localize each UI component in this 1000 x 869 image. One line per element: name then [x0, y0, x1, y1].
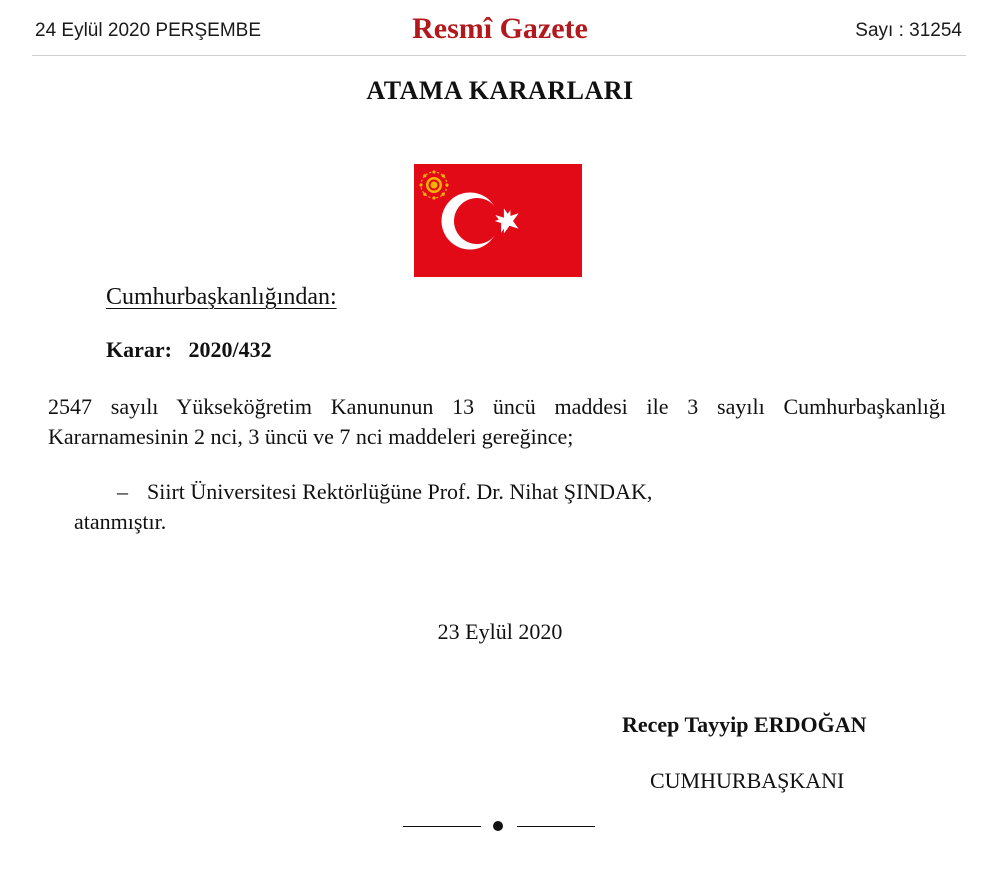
body-paragraph-line-2: Kararnamesinin 2 nci, 3 üncü ve 7 nci maddeleri gereğince;	[48, 424, 574, 449]
decision-value: 2020/432	[188, 337, 272, 362]
document-title: ATAMA KARARLARI	[366, 76, 634, 105]
issue-number: Sayı : 31254	[855, 20, 962, 41]
appointment-item	[117, 479, 652, 505]
gazette-title: Resmî Gazete	[412, 12, 588, 45]
divider-dot	[493, 821, 503, 831]
body-paragraph-line-1: 2547 sayılı Yükseköğretim Kanununun 13 üncü maddesi ile 3 sayılı Cumhurbaşkanlığı	[48, 394, 946, 419]
signer-name: Recep Tayyip ERDOĞAN	[622, 712, 867, 737]
divider-line-right	[517, 826, 595, 827]
appointment-closing: atanmıştır.	[74, 509, 167, 534]
signer-title: CUMHURBAŞKANI	[650, 768, 845, 793]
end-divider-icon	[403, 816, 595, 836]
turkish-flag-icon	[414, 164, 582, 277]
issuer-heading: Cumhurbaşkanlığından:	[106, 284, 337, 310]
header-date: 24 Eylül 2020 PERŞEMBE	[35, 20, 262, 41]
decision-label: Karar:	[106, 337, 172, 362]
divider-line-left	[403, 826, 481, 827]
decision-date: 23 Eylül 2020	[437, 619, 563, 644]
header-divider	[32, 55, 966, 56]
decision-number	[106, 337, 272, 363]
appointment-text: Siirt Üniversitesi Rektörlüğüne Prof. Dr. Nihat ŞINDAK,	[147, 479, 653, 504]
list-dash: –	[117, 479, 128, 504]
